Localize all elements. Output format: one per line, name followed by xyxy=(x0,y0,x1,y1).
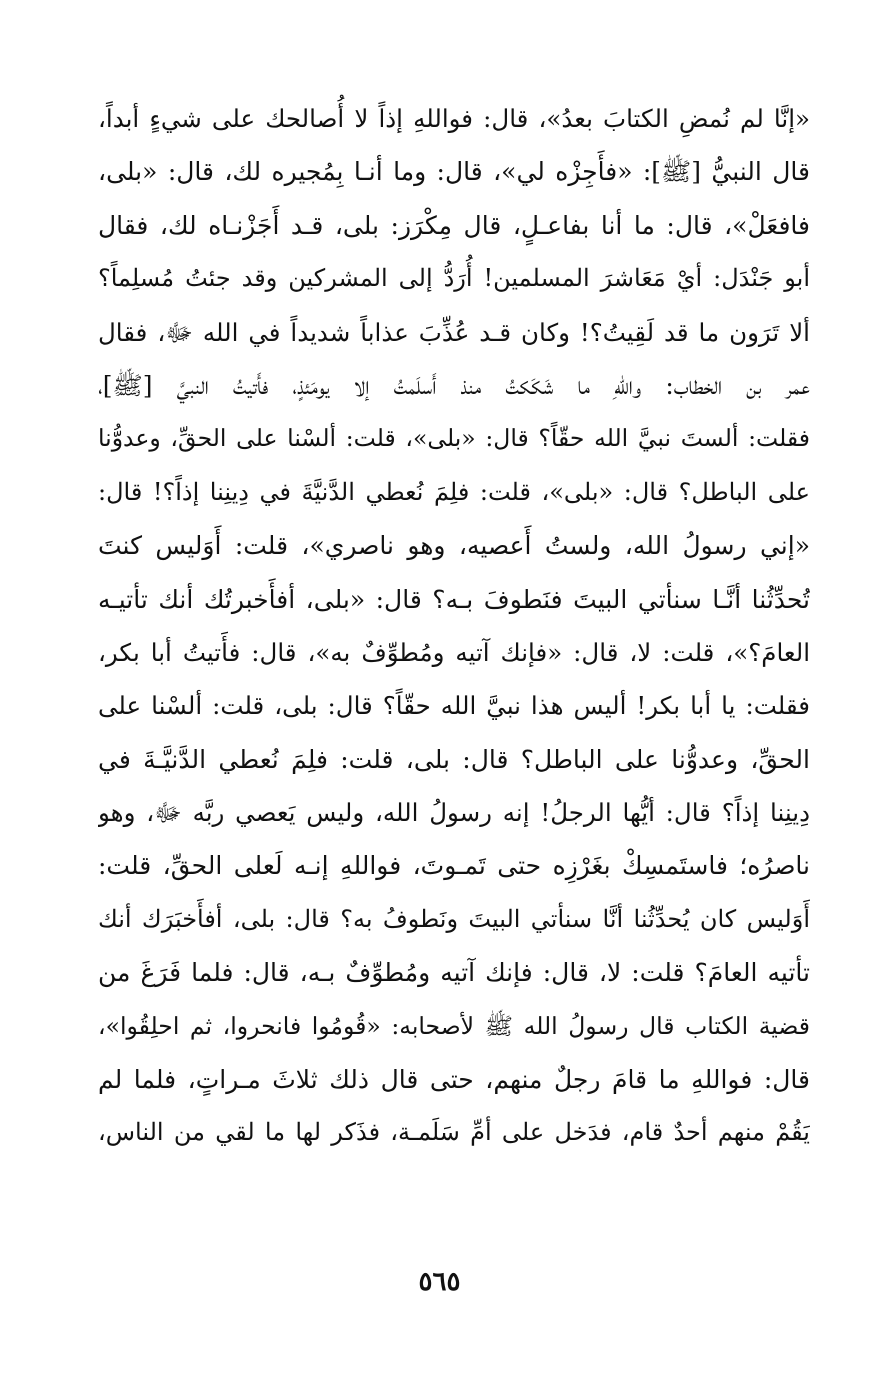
page-number: ٥٦٥ xyxy=(418,1267,461,1297)
text-line: العامَ؟»، قلت: لا، قال: «فإنك آتيه ومُطوِّفٌ به»، قال: فأَتيتُ أبا بكر، xyxy=(98,637,810,667)
text-line: ألا تَرَون ما قد لَقِيتُ؟! وكان قـد عُذِّبَ عذاباً شديداً في الله ﷻ، فقال xyxy=(98,317,810,347)
text-line: قال النبيُّ [ﷺ]: «فأَجِزْه لي»، قال: وما أنـا بِمُجيره لك، قال: «بلى، xyxy=(98,157,810,187)
text-line: عمر بن الخطاب: واللهِ ما شَكَكتُ منذ أَسلَمتُ إلا يومَئذٍ، فأَتيتُ النبيَّ [ﷺ]، xyxy=(98,370,810,400)
text-line: فقلت: ألستَ نبيَّ الله حقّاً؟ قال: «بلى»، قلت: ألسْنا على الحقِّ، وعدوُّنا xyxy=(98,424,810,453)
text-line: فقلت: يا أبا بكر! أليس هذا نبيَّ الله حقّاً؟ قال: بلى، قلت: ألسْنا على xyxy=(98,691,810,721)
text-line: «إني رسولُ الله، ولستُ أَعصيه، وهو ناصري»، قلت: أَوَليس كنتَ xyxy=(98,531,810,561)
page-text-block xyxy=(98,92,810,1160)
text-line: على الباطل؟ قال: «بلى»، قلت: فلِمَ نُعطي الدَّنيَّةَ في دِينِنا إذاً؟! قال: xyxy=(98,477,810,506)
text-line: فافعَلْ»، قال: ما أنا بفاعـلٍ، قال مِكْرَز: بلى، قـد أَجَزْنـاه لك، فقال xyxy=(98,210,810,240)
text-line: يَقُمْ منهم أحدٌ قام، فدَخل على أمِّ سَلَمـة، فذَكر لها ما لقي من الناس، xyxy=(98,1118,810,1147)
text-line: «إنَّا لم نُمضِ الكتابَ بعدُ»، قال: فواللهِ إذاً لا أُصالحك على شيءٍ أبداً، xyxy=(98,104,810,133)
text-line: الحقِّ، وعدوُّنا على الباطل؟ قال: بلى، قلت: فلِمَ نُعطي الدَّنيَّـةَ في xyxy=(98,744,810,774)
text-line: أَوَليس كان يُحدِّثُنا أنَّا سنأتي البيتَ ونَطوفُ به؟ قال: بلى، أفأَخبَرَك أنك xyxy=(98,904,810,933)
text-line: دِينِنا إذاً؟ قال: أيُّها الرجلُ! إنه رسولُ الله، وليس يَعصي ربَّه ﷻ، وهو xyxy=(98,798,810,828)
text-line: ناصرُه؛ فاستَمسِكْ بغَرْزِه حتى تَمـوتَ، فواللهِ إنـه لَعلى الحقِّ، قلت: xyxy=(98,851,810,881)
text-line: تأتيه العامَ؟ قلت: لا، قال: فإنك آتيه ومُطوِّفٌ بـه، قال: فلما فَرَغَ من xyxy=(98,958,810,988)
text-line: قضية الكتاب قال رسولُ الله ﷺ لأصحابه: «قُومُوا فانحروا، ثم احلِقُوا»، xyxy=(98,1011,810,1040)
text-line: قال: فواللهِ ما قامَ رجلٌ منهم، حتى قال ذلك ثلاثَ مـراتٍ، فلما لم xyxy=(98,1065,810,1095)
text-line: أبو جَنْدَل: أيْ مَعَاشرَ المسلمين! أُرَدُّ إلى المشركين وقد جئتُ مُسلِماً؟ xyxy=(98,264,810,293)
text-line: تُحدِّثُنا أنَّـا سنأتي البيتَ فنَطوفَ بـه؟ قال: «بلى، أفأَخبرتُك أنك تأتيـه xyxy=(98,584,810,614)
